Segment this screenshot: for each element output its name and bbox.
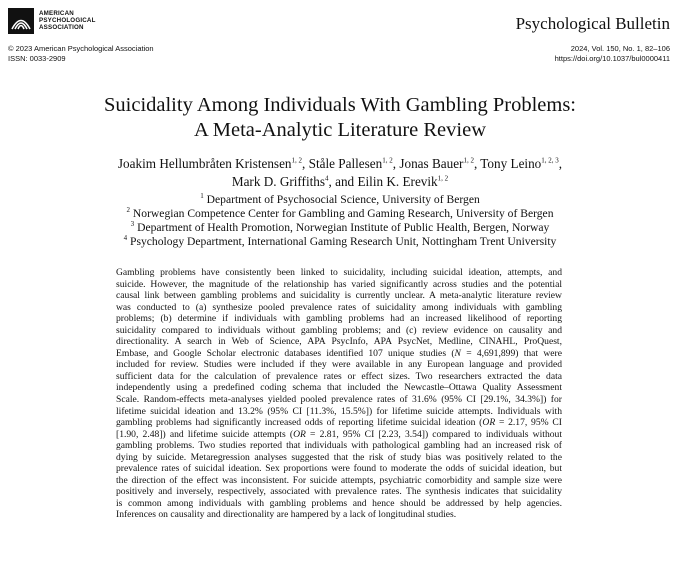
abstract-line: positively and inversely, respectively, associated with prevalence rates. The synthesis indicates that suicidality xyxy=(116,486,562,498)
author-affil-sup: 1, 2 xyxy=(291,156,303,165)
abstract-line: [1.90, 2.48]) and lifetime suicide attempts (OR = 2.81, 95% CI [2.23, 3.54]) compared to individuals without xyxy=(116,428,562,440)
affiliation-item: $^2$ Norwegian Competence Center for Gambling and Gaming Research, University of Bergen xyxy=(126,206,554,220)
author-name: Jonas Bauer xyxy=(399,156,464,171)
author-list xyxy=(0,155,680,191)
affiliation-item: $^3$ Department of Health Promotion, Norwegian Institute of Public Health, Bergen, Norway xyxy=(130,220,550,234)
abstract-line: dying by suicide. Metaregression analyses suggested that the risk of study bias was positively related to the xyxy=(116,451,562,463)
issn: ISSN: 0033-2909 xyxy=(8,54,66,63)
affiliations xyxy=(0,193,680,249)
author-affil-sup: 1, 2 xyxy=(382,156,393,165)
abstract-line: independently using a predefined coding schema that included the Newcastle–Ottawa Quality Assessment xyxy=(116,382,562,394)
author-name: Eilin K. Erevik xyxy=(357,174,438,189)
apa-logo-icon xyxy=(8,8,34,34)
abstract-line: lifetime suicidal ideation and 13.2% (95% CI [11.3%, 15.5%]) for lifetime suicide attempts. Individuals with xyxy=(116,405,562,417)
author-affil-sup: 1, 2 xyxy=(463,156,474,165)
copyright-block xyxy=(8,44,154,64)
doi-link[interactable]: https://doi.org/10.1037/bul0000411 xyxy=(554,54,670,63)
abstract-line: Scale. Random-effects meta-analyses yielded pooled prevalence rates of 31.6% (95% CI [29.1%, 34.3%]) for xyxy=(116,394,562,406)
author-line-1: Joakim Hellumbråten Kristensen$^{1, 2}$, Ståle Pallesen$^{1, 2}$, Jonas Bauer$^{1, 2}$, Tony Leino$^{1, 2, 3}$, xyxy=(117,156,563,171)
author-name: Tony Leino xyxy=(480,156,542,171)
author-line-2: Mark D. Griffiths$^4$, and Eilin K. Erevik$^{1, 2}$ xyxy=(231,174,449,189)
title-line-1: Suicidality Among Individuals With Gambling Problems: xyxy=(104,94,576,116)
apa-logo xyxy=(8,8,96,34)
abstract-line: the direction of the effect was inconsistent. For suicide attempts, psychiatric comorbidity and sample size were xyxy=(116,474,562,486)
volume-info: 2024, Vol. 150, No. 1, 82–106 xyxy=(570,44,670,53)
page-header xyxy=(0,0,680,63)
abstract-line: causal link between gambling problems and suicidality is currently unclear. A meta-analytic literature review xyxy=(116,290,562,302)
abstract-line: was conducted to (a) synthesize pooled prevalence rates of suicidality among individuals with gambling xyxy=(116,301,562,313)
author-affil-sup: 1, 2 xyxy=(437,174,449,183)
abstract-line: gambling problems had significantly increased odds of reporting lifetime suicidal ideation (OR = 2.17, 95% CI xyxy=(116,417,563,429)
author-name: Ståle Pallesen xyxy=(308,156,383,171)
author-affil-sup: 1, 2, 3 xyxy=(541,156,559,165)
abstract-line: gambling problems. Two studies reported that individuals with pathological gambling had an increased risk of xyxy=(116,440,562,452)
abstract-line: is common among individuals with gambling problems and hence should be addressed by help agencies. xyxy=(116,497,562,509)
abstract-line: Embase, and Google Scholar electronic databases identified 107 unique studies (N = 4,691,899) that were xyxy=(116,347,562,359)
abstract-line: suicide. However, the magnitude of the relationship has varied significantly across studies and the potential xyxy=(116,278,562,290)
title-line-2: A Meta-Analytic Literature Review xyxy=(193,119,486,141)
copyright: © 2023 American Psychological Association xyxy=(8,44,154,53)
author-name: Mark D. Griffiths xyxy=(231,174,325,189)
abstract xyxy=(116,267,562,521)
journal-name: Psychological Bulletin xyxy=(515,14,670,33)
abstract-line: Inferences on causality and directionality are hampered by a lack of longitudinal studies. xyxy=(116,509,457,521)
abstract-line: Gambling problems have consistently been linked to suicidality, including suicidal ideation, attempts, and xyxy=(116,267,562,278)
citation-block xyxy=(555,44,670,64)
abstract-line: sufficient data for the calculation of prevalence rates or effect sizes. Two researchers extracted the data xyxy=(116,370,562,382)
article-title xyxy=(0,93,680,143)
abstract-line: suicidality compared to individuals without gambling problems; and (c) review evidence on causality and xyxy=(116,324,562,336)
abstract-line: included for review. Studies were included if they were available in any European language and provided xyxy=(116,359,562,371)
author-affil-sup: 4 xyxy=(325,174,329,183)
affiliation-item: $^1$ Department of Psychosocial Science, University of Bergen xyxy=(200,192,480,206)
affiliation-item: $^4$ Psychology Department, International Gaming Research Unit, Nottingham Trent University xyxy=(123,234,557,248)
abstract-line: problems; (b) determine if individuals with gambling problems had an increased likelihood of reporting xyxy=(116,313,562,325)
abstract-line: prevalence rates of suicidal ideation. Sex proportions were found to moderate the odds of suicidal ideation, but xyxy=(116,463,562,475)
abstract-line: directionality. A search in Web of Science, APA PsycInfo, APA PsycNet, Medline, CINAHL, ProQuest, xyxy=(116,336,562,348)
apa-logo-text: AMERICAN PSYCHOLOGICAL ASSOCIATION xyxy=(39,10,96,32)
author-name: Joakim Hellumbråten Kristensen xyxy=(117,156,292,171)
